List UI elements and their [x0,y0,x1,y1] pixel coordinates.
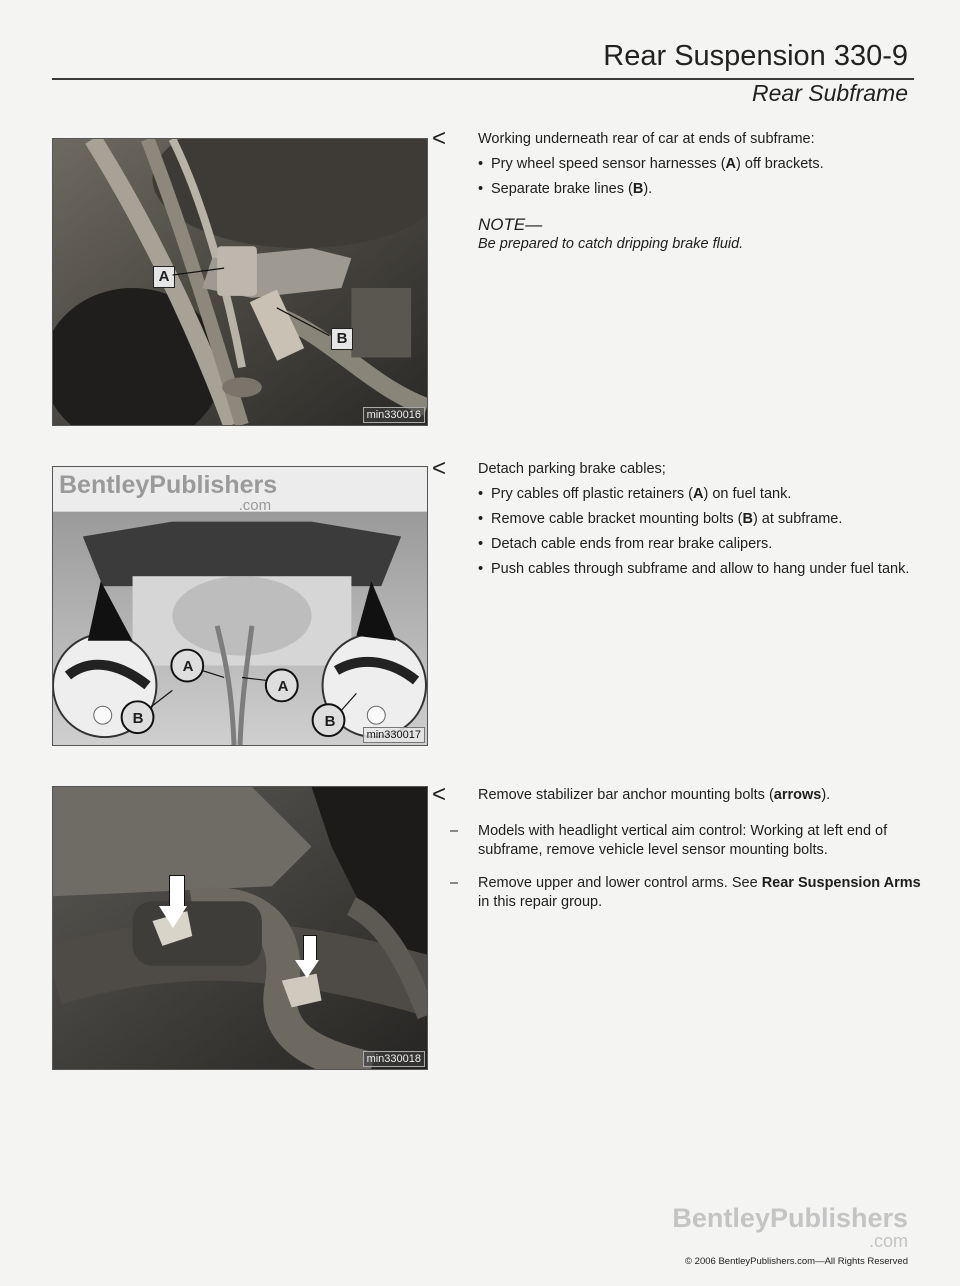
bullet-item: • Detach cable ends from rear brake calipers. [478,535,922,554]
dash-item: – Remove upper and lower control arms. See Rear Suspension Arms in this repair group. [450,875,921,910]
bullet-item: • Remove cable bracket mounting bolts (B) at subframe. [478,510,922,529]
photo-parking-brake-cables [52,466,428,746]
instruction-step [432,125,922,152]
page-title: Rear Suspension 330-9 [603,40,908,72]
instruction-step [432,455,922,482]
bullet-item: • Push cables through subframe and allow to hang under fuel tank. [478,560,922,579]
step-arrow-icon: < [432,455,447,482]
arrow-marker-right [301,935,319,978]
note-text: Be prepared to catch dripping brake fluid. [478,236,744,252]
note [432,215,922,254]
footer-copyright: © 2006 BentleyPublishers.com—All Rights Reserved [685,1256,908,1267]
photo-stabilizer-bar-bolts [52,786,428,1070]
dash-item [432,822,922,860]
footer-brand-logo [672,1205,908,1250]
photo-stabilizer-bar-bolts-image [53,787,427,1069]
instruction-step: < Remove stabilizer bar anchor mounting bolts (arrows). [432,781,831,808]
photo-harness-brackets-image [53,139,427,425]
step-arrow-icon: < [432,781,447,808]
bullet-list [432,485,922,579]
instruction-block-2 [432,455,922,579]
bullet-item: • Pry cables off plastic retainers (A) on fuel tank. [478,485,922,504]
step-arrow-icon: < [432,125,447,152]
photo-harness-brackets [52,138,428,426]
bullet-item: • Separate brake lines (B). [478,180,922,199]
footer-brand-domain: .com [868,1231,908,1251]
dash-marker: – [450,875,459,891]
bullet-item: • Pry wheel speed sensor harnesses (A) off brackets. [478,155,922,174]
brand-watermark-domain: .com [238,497,272,514]
figure-code: min330016 [363,407,425,423]
brand-watermark-name: BentleyPublishers [59,471,278,499]
instruction-block-3 [432,781,922,912]
arrow-marker-left [166,875,187,928]
figure-code: min330018 [363,1051,425,1067]
callout-b-right: B [324,713,336,730]
callout-a-left: A [182,658,194,675]
note-label: NOTE— [478,215,543,234]
callout-b: B [331,328,353,350]
page-subtitle: Rear Subframe [752,80,908,106]
bullet-list [432,155,922,199]
callout-a-right: A [277,678,289,695]
step-text: Detach parking brake cables; [478,461,666,477]
dash-item-text: Models with headlight vertical aim control: Working at left end of subframe, remove vehicle level sensor mounting bolts. [478,823,888,858]
footer-brand-name: BentleyPublishers [672,1203,908,1233]
callout-a: A [153,266,175,288]
instruction-block-1 [432,125,922,254]
figure-code: min330017 [363,727,425,743]
callout-b-left: B [132,710,144,727]
dash-marker: – [450,823,459,839]
step-text: Working underneath rear of car at ends of subframe: [478,131,815,147]
brand-watermark [59,473,277,513]
